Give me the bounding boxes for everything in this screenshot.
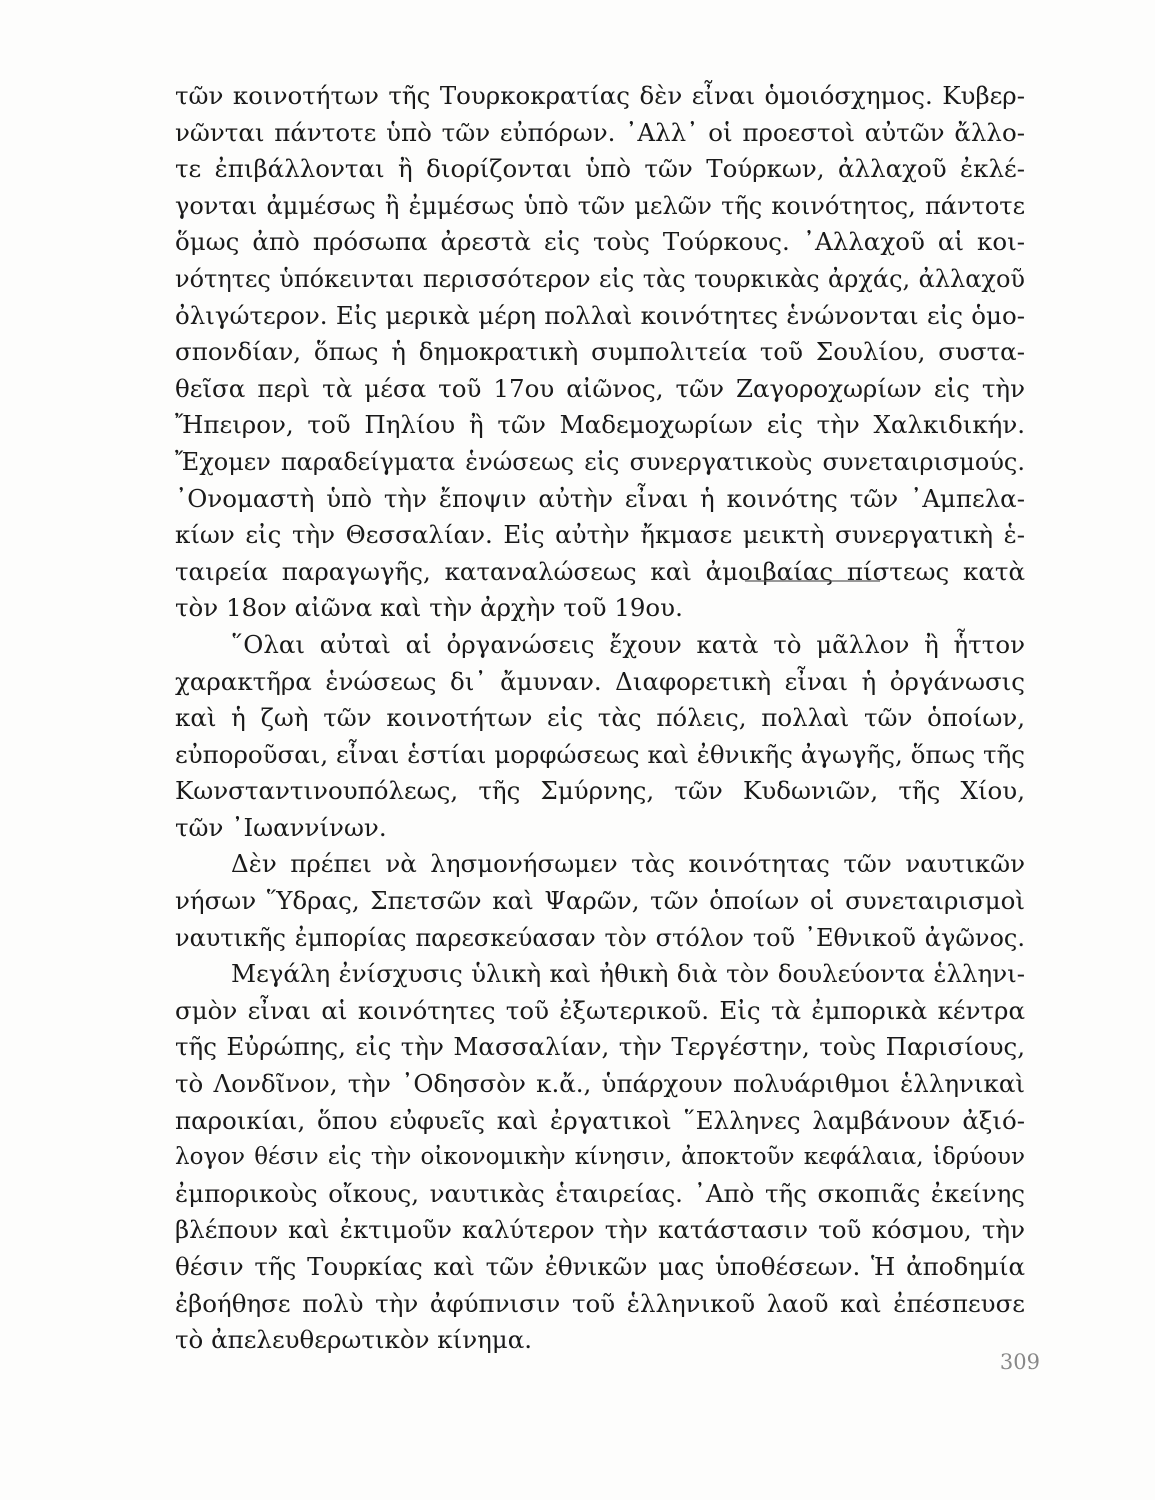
text-line: νότητες ὑπόκεινται περισσότερον εἰς τὰς τουρκικὰς ἀρχάς, ἀλλαχοῦ <box>175 264 1025 293</box>
text-line: τὸ Λονδῖνον, τὴν ᾿Οδησσὸν κ.ἄ., ὑπάρχουν πολυάριθμοι ἑλληνικαὶ <box>175 1069 1025 1099</box>
text-line: θεῖσα περὶ τὰ μέσα τοῦ 17ου αἰῶνος, τῶν Ζαγοροχωρίων εἰς τὴν <box>175 373 1025 403</box>
text-line: ναυτικῆς ἐμπορίας παρεσκεύασαν τὸν στόλον τοῦ ᾿Εθνικοῦ ἀγῶνος. <box>175 923 1025 952</box>
text-line: καὶ ἡ ζωὴ τῶν κοινοτήτων εἰς τὰς πόλεις, πολλαὶ τῶν ὁποίων, <box>175 703 1025 733</box>
text-line: τὸ ἀπελευθερωτικὸν κίνημα. <box>175 1325 533 1355</box>
text-line: ἐμπορικοὺς οἴκους, ναυτικὰς ἑταιρείας. ᾿Απὸ τῆς σκοπιᾶς ἐκείνης <box>175 1178 1025 1208</box>
text-line: σμὸν εἶναι αἱ κοινότητες τοῦ ἐξωτερικοῦ. Εἰς τὰ ἐμπορικὰ κέντρα <box>175 995 1025 1025</box>
text-line: τὸν 18ον αἰῶνα καὶ τὴν ἀρχὴν τοῦ 19ου. <box>175 593 683 623</box>
text-line: Ἤπειρον, τοῦ Πηλίου ἢ τῶν Μαδεμοχωρίων εἰς τὴν Χαλκιδικήν. <box>175 410 1025 440</box>
text-line: τε ἐπιβάλλονται ἢ διορίζονται ὑπὸ τῶν Τούρκων, ἀλλαχοῦ ἐκλέ- <box>175 154 1025 184</box>
text-line: ᾿Ονομαστὴ ὑπὸ τὴν ἔποψιν αὐτὴν εἶναι ἡ κοινότης τῶν ᾿Αμπελα- <box>175 483 1025 513</box>
text-line: ῞Ολαι αὐταὶ αἱ ὀργανώσεις ἔχουν κατὰ τὸ μᾶλλον ἢ ἧττον <box>231 629 1025 659</box>
text-line: ταιρεία παραγωγῆς, καταναλώσεως καὶ ἀμοιβαίας πίστεως κατὰ <box>175 556 1025 586</box>
pencil-dash-mark <box>745 580 880 585</box>
text-line: σπονδίαν, ὅπως ἡ δημοκρατικὴ συμπολιτεία τοῦ Σουλίου, συστα- <box>175 337 1025 367</box>
text-line: ὀλιγώτερον. Εἰς μερικὰ μέρη πολλαὶ κοινότητες ἑνώνονται εἰς ὁμο- <box>175 300 1025 330</box>
text-line: εὐποροῦσαι, εἶναι ἑστίαι μορφώσεως καὶ ἐθνικῆς ἀγωγῆς, ὅπως τῆς <box>175 739 1025 769</box>
text-line: ἐβοήθησε πολὺ τὴν ἀφύπνισιν τοῦ ἑλληνικοῦ λαοῦ καὶ ἐπέσπευσε <box>175 1288 1025 1318</box>
body-text <box>175 78 1025 1359</box>
text-line: γονται ἀμμέσως ἢ ἐμμέσως ὑπὸ τῶν μελῶν τῆς κοινότητος, πάντοτε <box>175 191 1025 220</box>
text-line: κίων εἰς τὴν Θεσσαλίαν. Εἰς αὐτὴν ἤκμασε μεικτὴ συνεργατικὴ ἑ- <box>175 520 1025 550</box>
text-line: χαρακτῆρα ἑνώσεως δι᾿ ἄμυναν. Διαφορετικὴ εἶναι ἡ ὀργάνωσις <box>175 666 1025 696</box>
text-line: τῆς Εὐρώπης, εἰς τὴν Μασσαλίαν, τὴν Τεργέστην, τοὺς Παρισίους, <box>175 1032 1025 1062</box>
text-line: ὅμως ἀπὸ πρόσωπα ἀρεστὰ εἰς τοὺς Τούρκους. ᾿Αλλαχοῦ αἱ κοι- <box>175 227 1025 257</box>
text-line: παροικίαι, ὅπου εὐφυεῖς καὶ ἐργατικοὶ ῞Ελληνες λαμβάνουν ἀξιό- <box>175 1105 1025 1135</box>
text-line: νῶνται πάντοτε ὑπὸ τῶν εὐπόρων. ᾿Αλλ᾿ οἱ προεστοὶ αὐτῶν ἄλλο- <box>175 117 1025 147</box>
text-line: τῶν κοινοτήτων τῆς Τουρκοκρατίας δὲν εἶναι ὁμοιόσχημος. Κυβερ- <box>175 81 1025 110</box>
page-number: 309 <box>999 1350 1040 1374</box>
text-line: Ἔχομεν παραδείγματα ἑνώσεως εἰς συνεργατικοὺς συνεταιρισμούς. <box>175 447 1025 476</box>
text-line: λογον θέσιν εἰς τὴν οἰκονομικὴν κίνησιν, ἀποκτοῦν κεφάλαια, ἱδρύουν <box>175 1144 1025 1171</box>
text-line: θέσιν τῆς Τουρκίας καὶ τῶν ἐθνικῶν μας ὑποθέσεων. Ἡ ἀποδημία <box>175 1252 1025 1281</box>
text-line: βλέπουν καὶ ἐκτιμοῦν καλύτερον τὴν κατάστασιν τοῦ κόσμου, τὴν <box>175 1215 1025 1245</box>
text-line: νήσων Ὕδρας, Σπετσῶν καὶ Ψαρῶν, τῶν ὁποίων οἱ συνεταιρισμοὶ <box>175 886 1025 916</box>
text-line: τῶν ᾿Ιωαννίνων. <box>175 812 387 842</box>
text-line: Κωνσταντινουπόλεως, τῆς Σμύρνης, τῶν Κυδωνιῶν, τῆς Χίου, <box>175 776 1025 806</box>
text-line: Μεγάλη ἐνίσχυσις ὑλικὴ καὶ ἠθικὴ διὰ τὸν δουλεύοντα ἑλληνι- <box>231 959 1025 989</box>
text-line: Δὲν πρέπει νὰ λησμονήσωμεν τὰς κοινότητας τῶν ναυτικῶν <box>231 849 1025 879</box>
